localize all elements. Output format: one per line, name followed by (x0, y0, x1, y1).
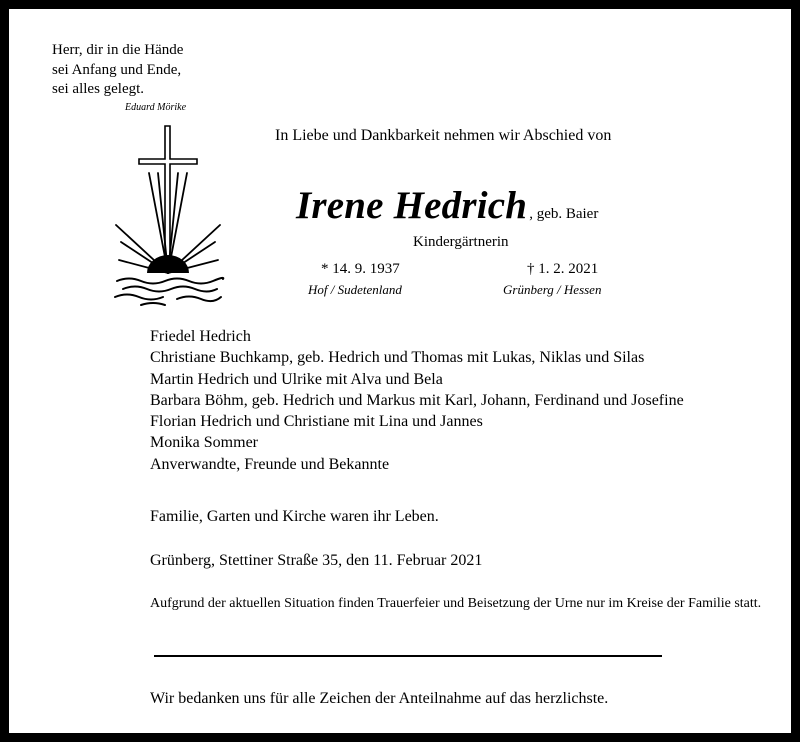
mourner-line: Anverwandte, Freunde und Bekannte (150, 455, 390, 473)
quote-line: sei alles gelegt. (52, 81, 145, 97)
birth-date: * 14. 9. 1937 (321, 261, 400, 277)
quote-line: sei Anfang und Ende, (52, 61, 182, 78)
intro-line: In Liebe und Dankbarkeit nehmen wir Abschied von (275, 127, 612, 144)
cross-sunrise-icon (113, 121, 225, 309)
motto-line: Familie, Garten und Kirche waren ihr Leben. (150, 508, 439, 525)
mourner-line: Friedel Hedrich (150, 328, 251, 345)
death-date: † 1. 2. 2021 (527, 261, 599, 277)
deceased-name: Irene Hedrich (296, 184, 528, 227)
mourner-line: Monika Sommer (150, 434, 258, 452)
funeral-notice: Aufgrund der aktuellen Situation finden Trauerfeier und Beisetzung der Urne nur im Kreise der Familie statt. (150, 596, 762, 611)
quote-block (52, 41, 183, 100)
deceased-name-line (296, 183, 598, 228)
death-place: Grünberg / Hessen (503, 282, 602, 297)
profession: Kindergärtnerin (413, 234, 509, 250)
divider-rule (154, 655, 662, 657)
mourner-line: Florian Hedrich und Christiane mit Lina und Jannes (150, 413, 483, 431)
place-date-line: Grünberg, Stettiner Straße 35, den 11. Februar 2021 (150, 552, 483, 569)
quote-author: Eduard Mörike (125, 102, 187, 113)
mourner-line: Martin Hedrich und Ulrike mit Alva und Bela (150, 370, 443, 388)
mourner-line: Barbara Böhm, geb. Hedrich und Markus mit Karl, Johann, Ferdinand und Josefine (150, 391, 684, 409)
quote-line: Herr, dir in die Hände (52, 42, 184, 58)
mourner-line: Christiane Buchkamp, geb. Hedrich und Thomas mit Lukas, Niklas und Silas (150, 349, 645, 367)
thanks-line: Wir bedanken uns für alle Zeichen der Anteilnahme auf das herzlichste. (150, 690, 609, 707)
birth-place: Hof / Sudetenland (308, 282, 402, 297)
mourners-list (150, 326, 684, 475)
maiden-name: , geb. Baier (529, 206, 599, 222)
